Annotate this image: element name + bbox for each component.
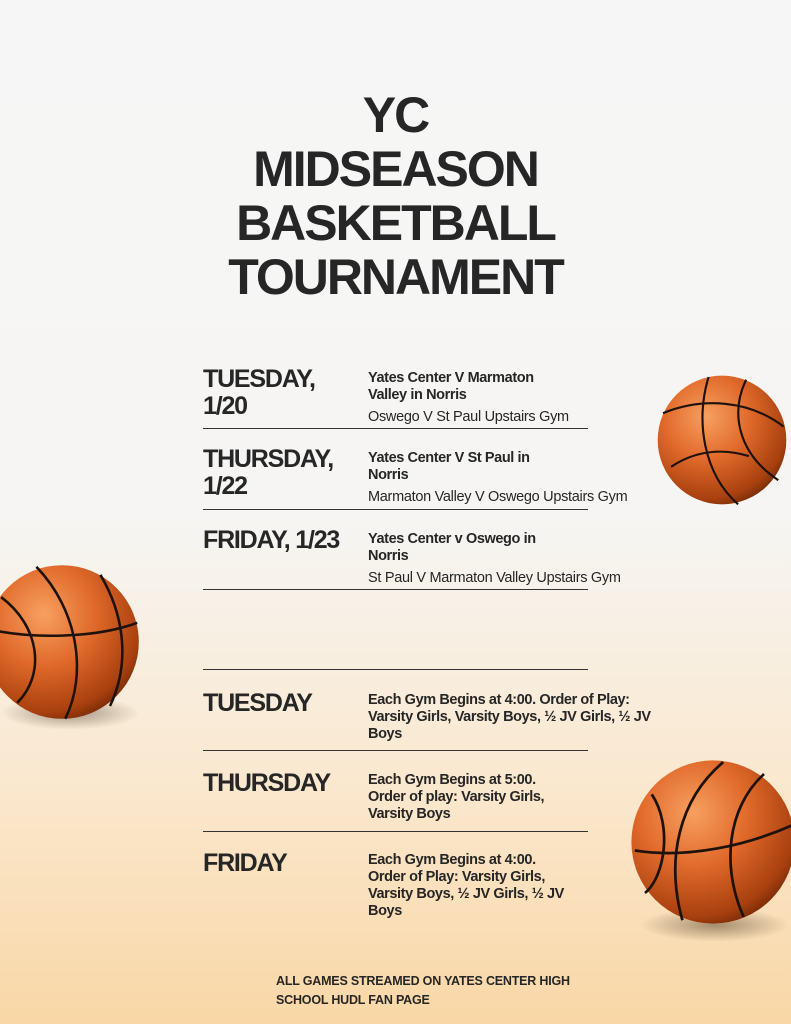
basketball-icon [627,757,791,927]
schedule-game-upstairs: Marmaton Valley V Oswego Upstairs Gym [368,489,628,505]
schedule-day: FRIDAY, 1/23 [203,526,340,554]
title-line: MIDSEASON [253,141,538,197]
schedule-game-upstairs: St Paul V Marmaton Valley Upstairs Gym [368,570,621,586]
times-description: Each Gym Begins at 5:00. Order of play: Varsity Girls, Varsity Boys [368,772,545,822]
basketball-icon [0,562,144,722]
schedule-game-upstairs: Oswego V St Paul Upstairs Gym [368,409,569,425]
title-line: TOURNAMENT [228,249,563,305]
times-day: FRIDAY [203,849,287,877]
footer-note: ALL GAMES STREAMED ON YATES CENTER HIGH SCHOOL HUDL FAN PAGE [276,974,570,1007]
schedule-game-norris: Yates Center V St Paul in Norris [368,450,530,483]
times-day: TUESDAY [203,689,312,717]
divider [203,428,588,429]
basketball-icon [655,373,789,507]
divider [203,589,588,590]
schedule-day: THURSDAY, 1/22 [203,445,333,500]
times-day: THURSDAY [203,769,330,797]
title-line: YC [362,87,429,143]
schedule-day: TUESDAY, 1/20 [203,365,315,420]
divider [203,509,588,510]
times-description: Each Gym Begins at 4:00. Order of Play: Varsity Girls, Varsity Boys, ½ JV Girls, ½ JV Boys [368,852,564,919]
schedule-game-norris: Yates Center V Marmaton Valley in Norris [368,370,534,403]
times-description: Each Gym Begins at 4:00. Order of Play: Varsity Girls, Varsity Boys, ½ JV Girls, ½ JV Boys [368,692,651,742]
page-title [0,88,791,304]
title-line: BASKETBALL [236,195,555,251]
divider [203,750,588,751]
divider [203,831,588,832]
schedule-game-norris: Yates Center v Oswego in Norris [368,531,536,564]
divider [203,669,588,670]
